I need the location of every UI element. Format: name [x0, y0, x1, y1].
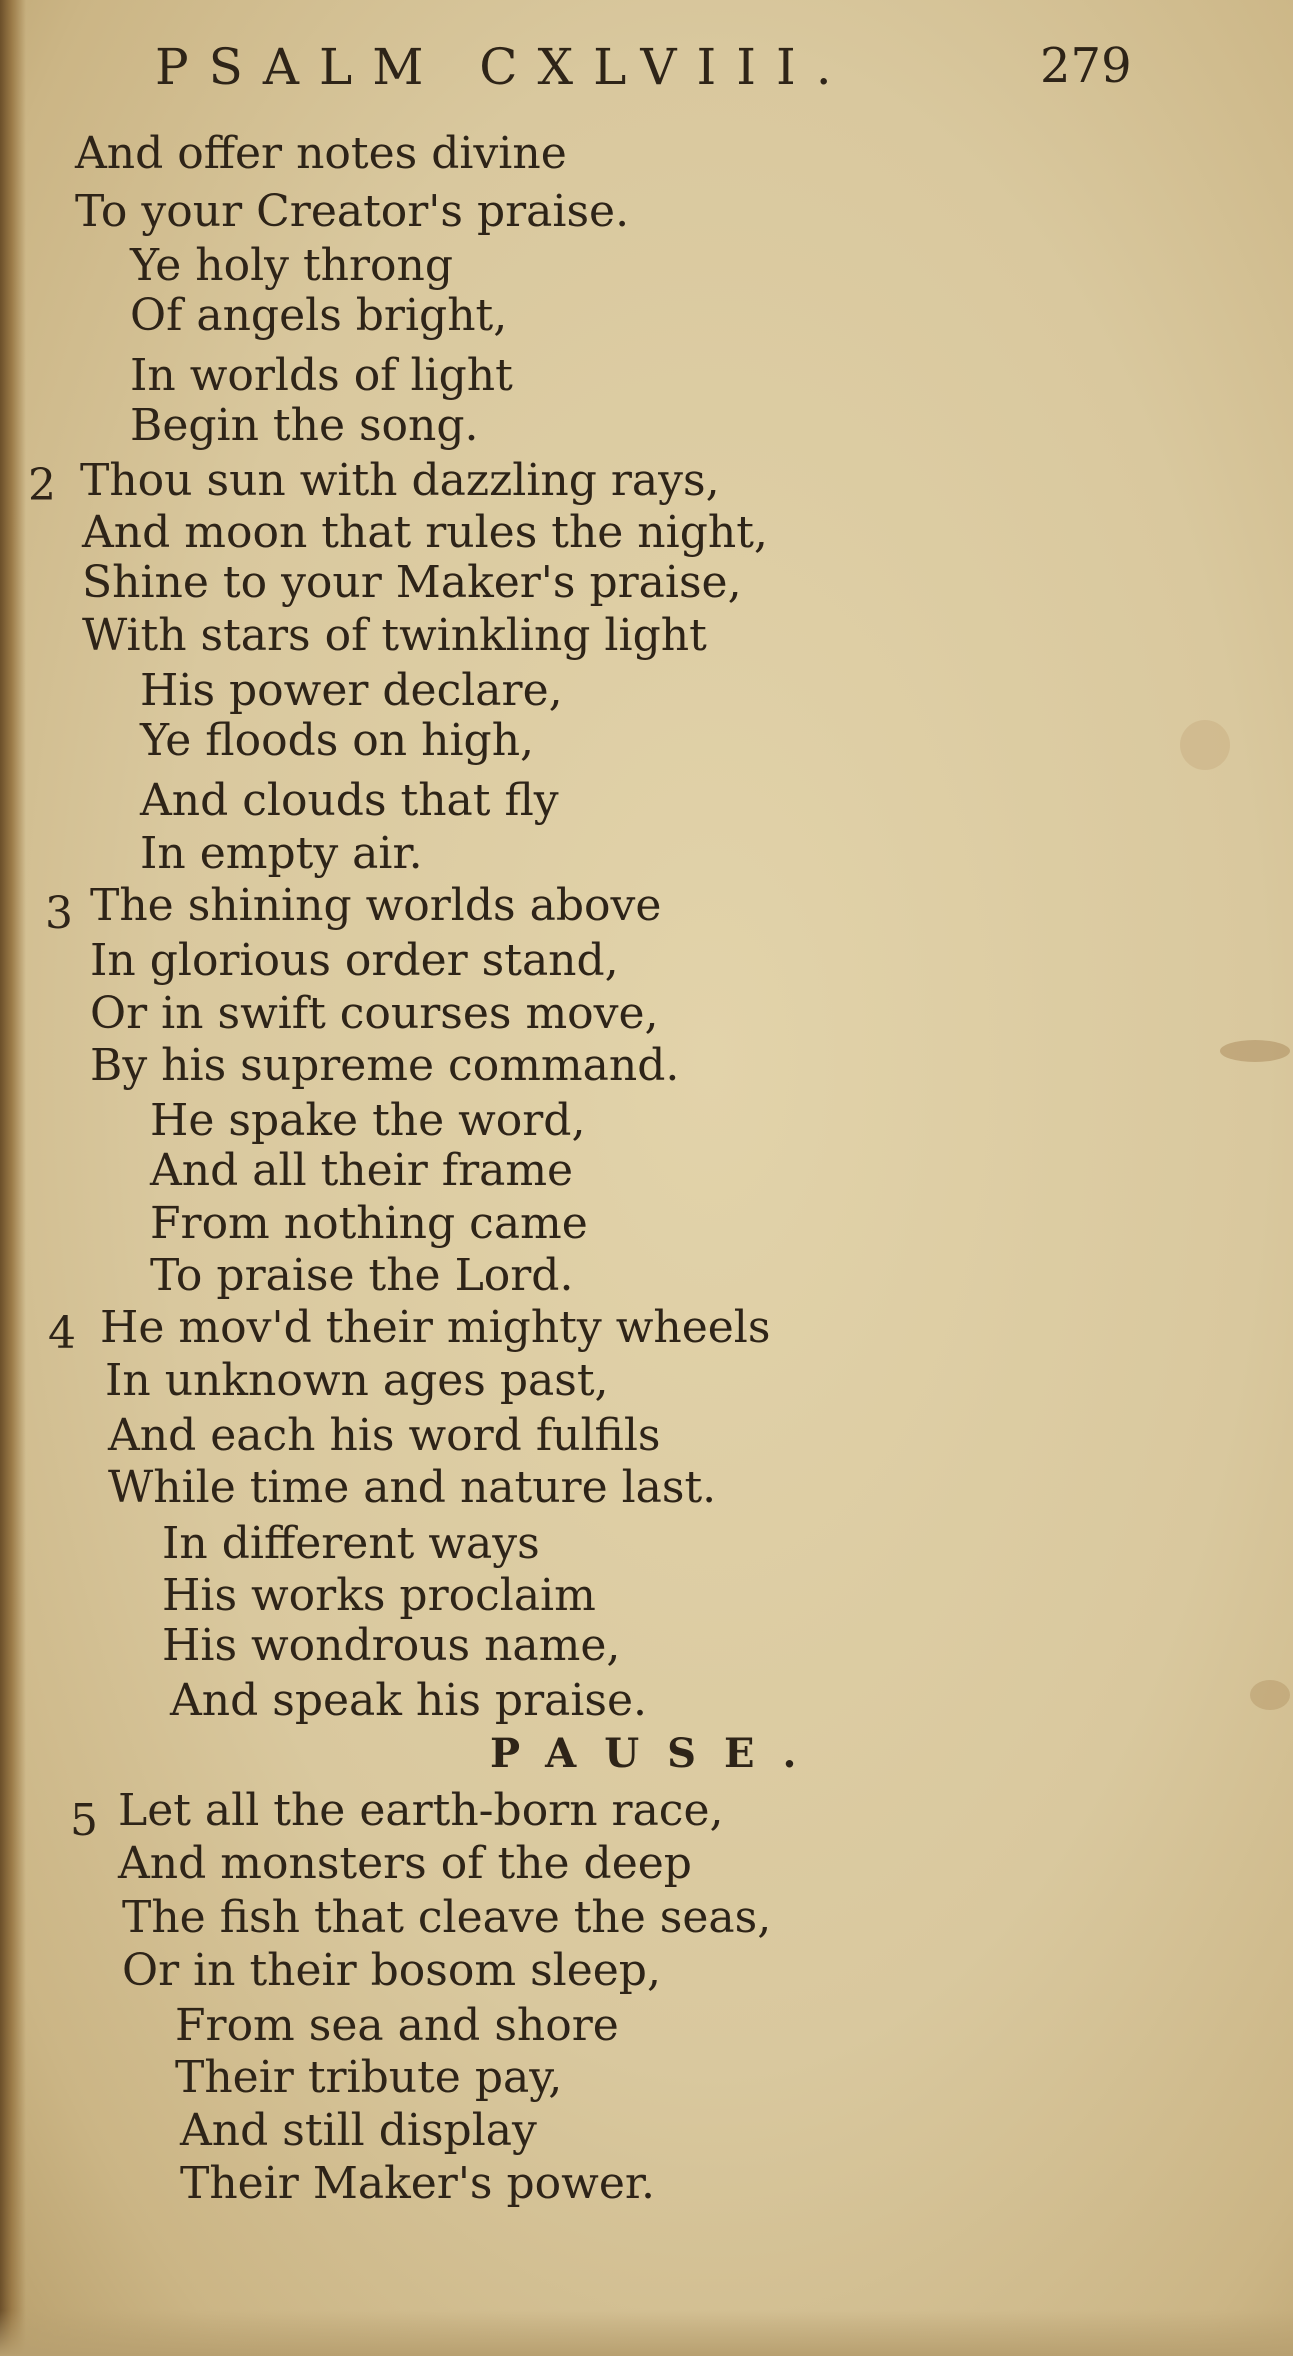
verse-line: The fish that cleave the seas,	[122, 1892, 772, 1943]
verse-line: And offer notes divine	[75, 128, 567, 179]
verse-line: And monsters of the deep	[118, 1838, 692, 1889]
pause-label: PAUSE.	[490, 1730, 825, 1777]
verse-line: And moon that rules the night,	[82, 507, 768, 558]
verse-line: Or in their bosom sleep,	[122, 1945, 661, 1996]
verse-line: In different ways	[162, 1518, 540, 1569]
verse-line: Or in swift courses move,	[90, 988, 659, 1039]
verse-line: His works proclaim	[162, 1570, 596, 1621]
verse-line: To your Creator's praise.	[75, 186, 630, 237]
verse-line: In glorious order stand,	[90, 935, 619, 986]
verse-line: His wondrous name,	[162, 1620, 621, 1671]
verse-line: In empty air.	[140, 828, 423, 879]
verse-line: While time and nature last.	[108, 1462, 717, 1513]
verse-line: And each his word fulfils	[108, 1410, 661, 1461]
verse-number: 2	[28, 460, 56, 511]
verse-line: From nothing came	[150, 1198, 588, 1249]
verse-line: And still display	[180, 2105, 537, 2156]
verse-line: And clouds that fly	[140, 775, 559, 826]
verse-number: 4	[48, 1308, 76, 1359]
verse-line: Let all the earth-born race,	[118, 1785, 724, 1836]
verse-line: By his supreme command.	[90, 1040, 680, 1091]
verse-line: Their tribute pay,	[175, 2052, 563, 2103]
verse-line: In unknown ages past,	[105, 1355, 609, 1406]
verse-line: Their Maker's power.	[180, 2158, 656, 2209]
verse-line: Of angels bright,	[130, 290, 508, 341]
verse-line: The shining worlds above	[90, 880, 662, 931]
verse-line: To praise the Lord.	[150, 1250, 574, 1301]
verse-number: 3	[45, 888, 73, 939]
running-head: PSALM CXLVIII.	[155, 38, 852, 96]
verse-line: He spake the word,	[150, 1095, 586, 1146]
verse-line: Begin the song.	[130, 400, 479, 451]
verse-line: Ye holy throng	[130, 240, 454, 291]
verse-line: His power declare,	[140, 665, 563, 716]
verse-line: Shine to your Maker's praise,	[82, 557, 742, 608]
verse-line: Thou sun with dazzling rays,	[80, 455, 720, 506]
verse-line: With stars of twinkling light	[82, 610, 707, 661]
verse-line: From sea and shore	[175, 2000, 619, 2051]
verse-line: He mov'd their mighty wheels	[100, 1302, 771, 1353]
verse-number: 5	[70, 1795, 98, 1846]
verse-line: In worlds of light	[130, 350, 513, 401]
page-number: 279	[1040, 38, 1132, 94]
verse-line: And all their frame	[150, 1145, 574, 1196]
verse-line: Ye floods on high,	[140, 715, 535, 766]
verse-line: And speak his praise.	[170, 1675, 648, 1726]
